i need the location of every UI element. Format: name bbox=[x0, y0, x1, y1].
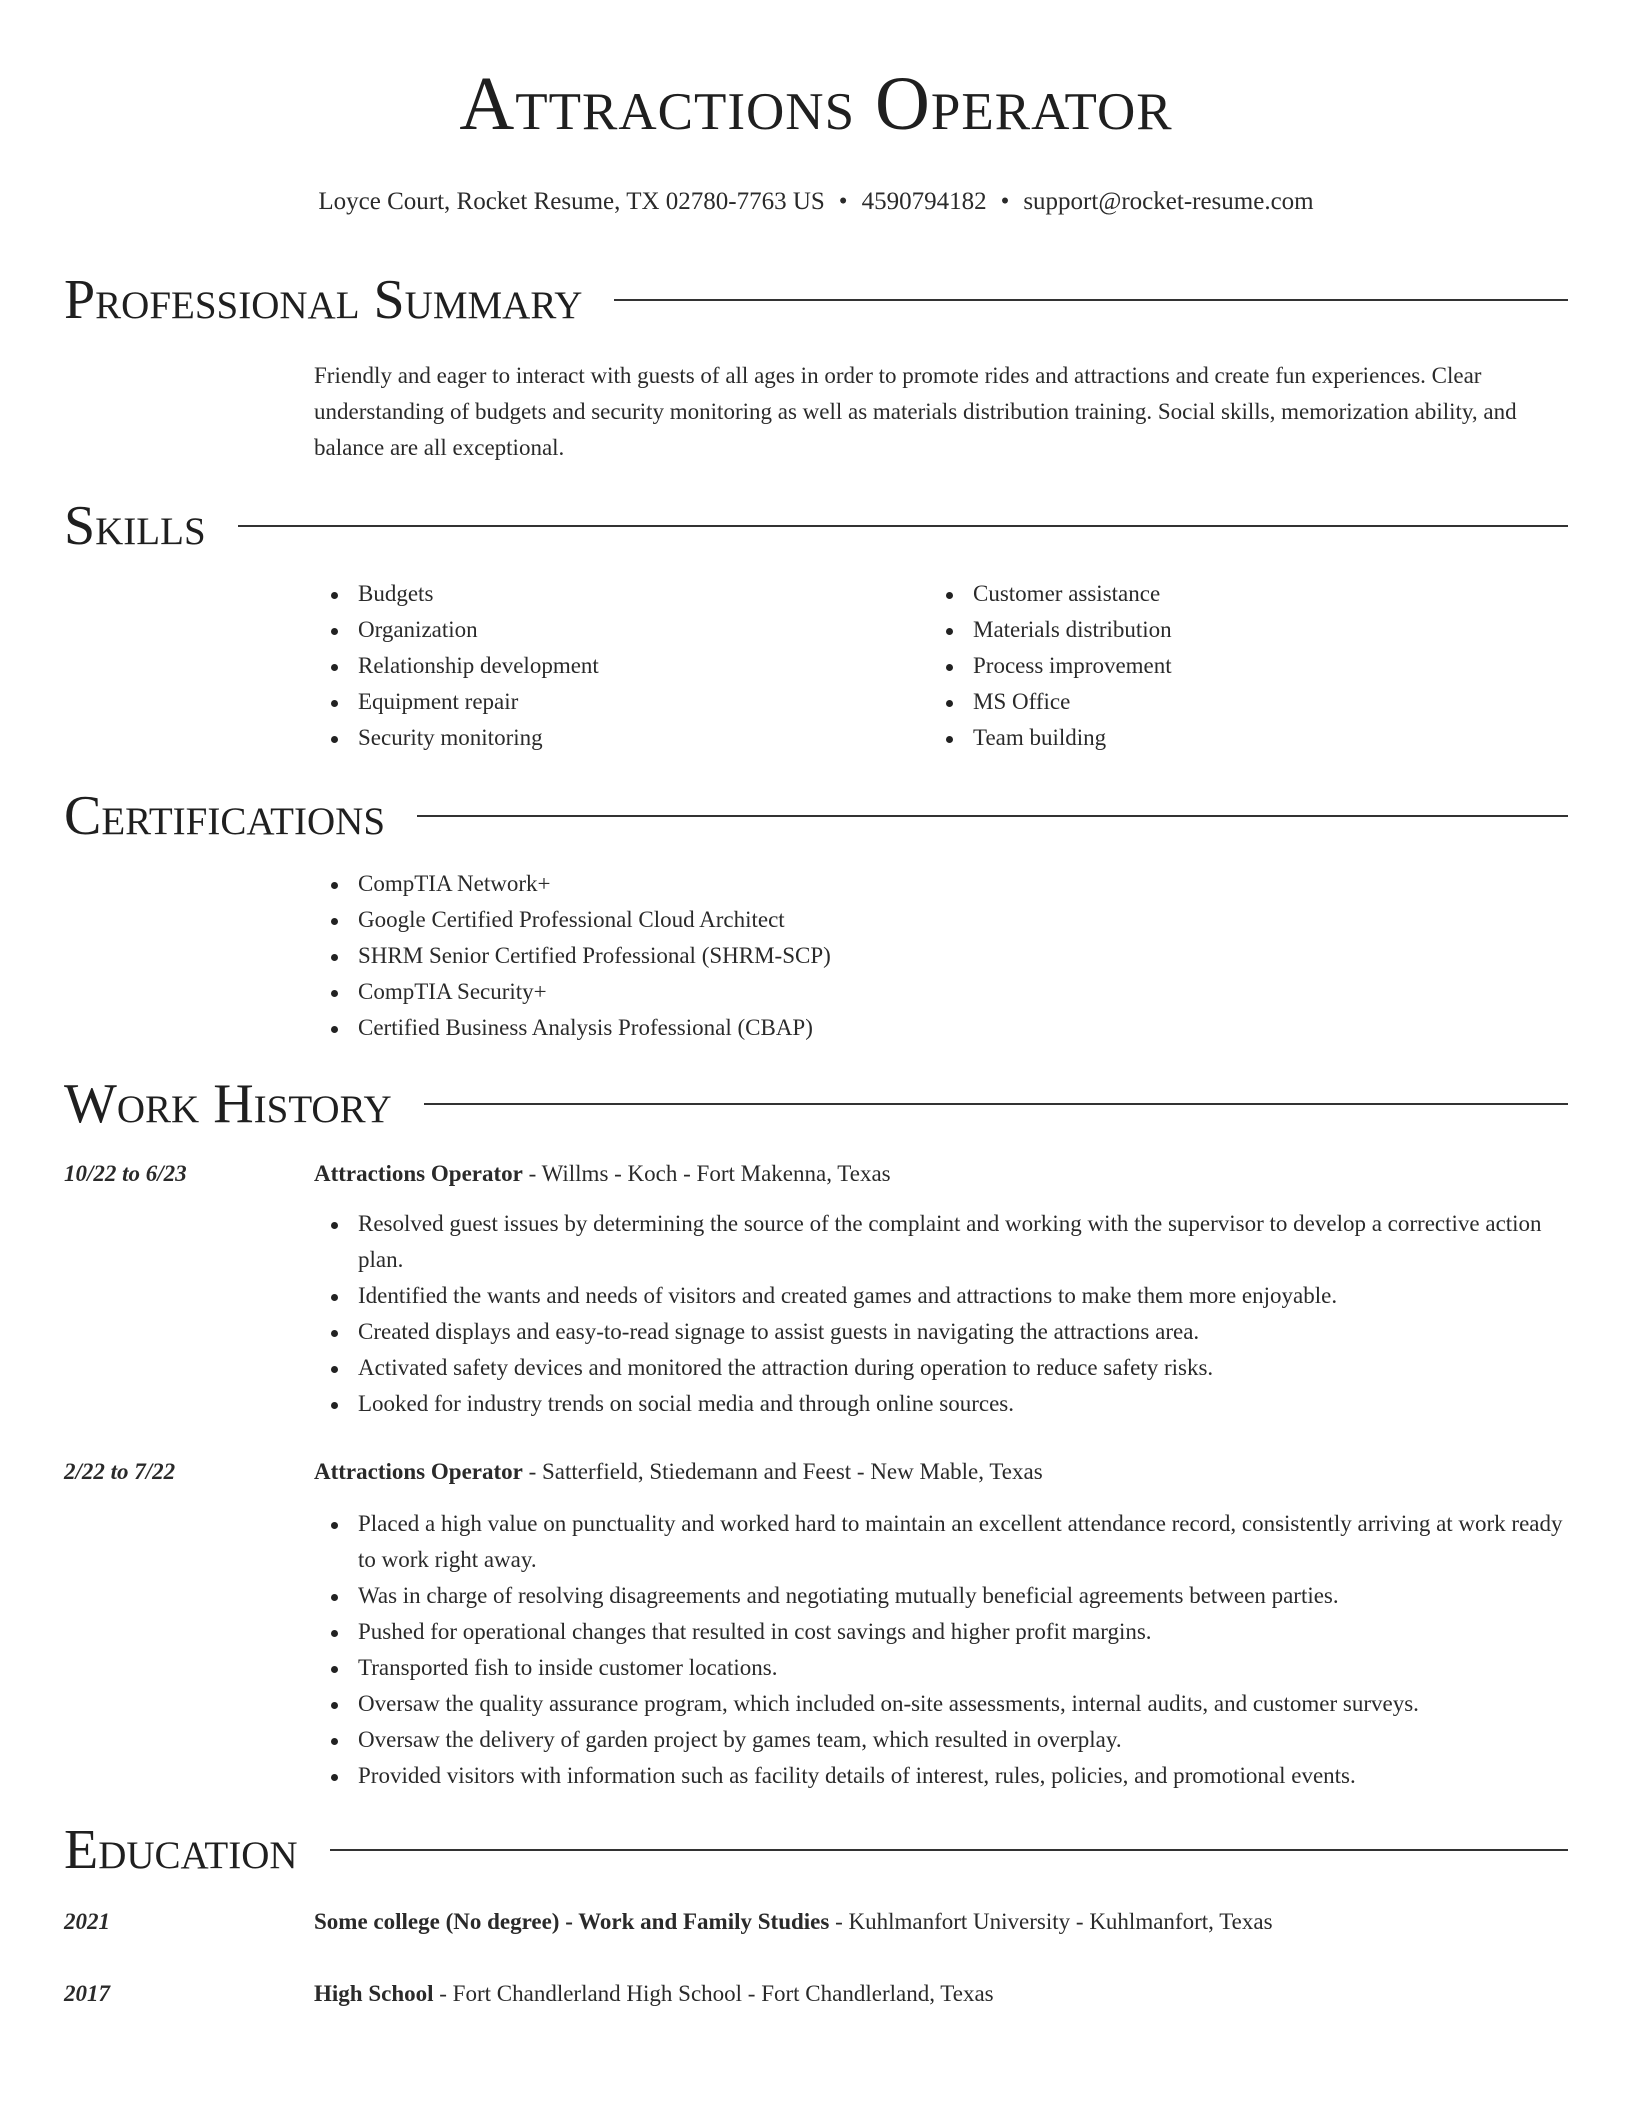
certifications-heading: Certifications bbox=[64, 785, 386, 847]
skills-heading: Skills bbox=[64, 495, 206, 557]
skill-item: MS Office bbox=[929, 684, 1544, 720]
job-duties bbox=[314, 1206, 1568, 1422]
skill-item: Security monitoring bbox=[314, 720, 929, 756]
education-detail bbox=[314, 1904, 1568, 1940]
skill-item: Process improvement bbox=[929, 648, 1544, 684]
job-bullet: Activated safety devices and monitored the attraction during operation to reduce safety risks. bbox=[314, 1350, 1568, 1386]
job-bullet: Provided visitors with information such as facility details of interest, rules, policies, and promotional events. bbox=[314, 1758, 1568, 1794]
contact-separator: • bbox=[1000, 188, 1010, 215]
skills-list-left bbox=[314, 576, 929, 756]
job-bullets bbox=[314, 1506, 1568, 1794]
job-bullet: Looked for industry trends on social media and through online sources. bbox=[314, 1386, 1568, 1422]
education-degree: High School bbox=[314, 1981, 434, 2006]
work-history-heading: Work History bbox=[64, 1073, 392, 1135]
skill-item: Team building bbox=[929, 720, 1544, 756]
certification-item: SHRM Senior Certified Professional (SHRM-SCP) bbox=[314, 938, 1568, 974]
skill-item: Materials distribution bbox=[929, 612, 1544, 648]
certifications-block bbox=[314, 866, 1568, 1046]
job-bullet: Oversaw the delivery of garden project by games team, which resulted in overplay. bbox=[314, 1722, 1568, 1758]
summary-section-header bbox=[64, 268, 1568, 332]
skill-item: Budgets bbox=[314, 576, 929, 612]
job-employer: - Willms - Koch - Fort Makenna, Texas bbox=[522, 1161, 891, 1186]
job-dates: 10/22 to 6/23 bbox=[64, 1161, 187, 1186]
contact-address: Loyce Court, Rocket Resume, TX 02780-7763 US bbox=[318, 188, 825, 215]
section-divider bbox=[330, 1849, 1568, 1851]
job-bullet: Identified the wants and needs of visitors and created games and attractions to make them more enjoyable. bbox=[314, 1278, 1568, 1314]
job-role bbox=[314, 1454, 1568, 1490]
certification-item: Certified Business Analysis Professional (CBAP) bbox=[314, 1010, 1568, 1046]
job-title: Attractions Operator bbox=[314, 1459, 523, 1484]
summary-text: Friendly and eager to interact with guests of all ages in order to promote rides and attractions and create fun experiences. Clear understanding of budgets and security monitoring as well as materials distribution training. Social skills, memorization ability, and balance are all exceptional. bbox=[314, 363, 1517, 460]
job-entry bbox=[64, 1156, 1568, 1422]
job-bullets bbox=[314, 1206, 1568, 1422]
job-bullet: Placed a high value on punctuality and worked hard to maintain an excellent attendance record, consistently arriving at work ready to work right away. bbox=[314, 1506, 1568, 1578]
section-divider bbox=[238, 525, 1568, 527]
education-year: 2021 bbox=[64, 1909, 110, 1934]
education-degree: Some college (No degree) - Work and Family Studies bbox=[314, 1909, 830, 1934]
skills-grid bbox=[314, 576, 1568, 756]
job-entry bbox=[64, 1454, 1568, 1794]
education-detail bbox=[314, 1976, 1568, 2012]
skill-item: Equipment repair bbox=[314, 684, 929, 720]
resume-title: Attractions Operator bbox=[459, 62, 1173, 146]
education-section-header bbox=[64, 1818, 1568, 1882]
job-bullet: Transported fish to inside customer locations. bbox=[314, 1650, 1568, 1686]
job-header bbox=[64, 1454, 1568, 1490]
contact-line bbox=[64, 186, 1568, 218]
skill-item: Customer assistance bbox=[929, 576, 1544, 612]
certification-item: Google Certified Professional Cloud Architect bbox=[314, 902, 1568, 938]
skills-section-header bbox=[64, 494, 1568, 558]
education-year: 2017 bbox=[64, 1981, 110, 2006]
certifications-section-header bbox=[64, 784, 1568, 848]
work-history-section-header bbox=[64, 1072, 1568, 1136]
certification-item: CompTIA Security+ bbox=[314, 974, 1568, 1010]
job-header bbox=[64, 1156, 1568, 1192]
job-role bbox=[314, 1156, 1568, 1192]
job-bullet: Pushed for operational changes that resulted in cost savings and higher profit margins. bbox=[314, 1614, 1568, 1650]
contact-email[interactable]: support@rocket-resume.com bbox=[1023, 188, 1314, 215]
job-duties bbox=[314, 1506, 1568, 1794]
section-divider bbox=[424, 1103, 1568, 1105]
skills-list-right bbox=[929, 576, 1544, 756]
contact-separator: • bbox=[838, 188, 848, 215]
summary-heading: Professional Summary bbox=[64, 269, 583, 331]
contact-phone: 4590794182 bbox=[861, 188, 987, 215]
education-school: - Kuhlmanfort University - Kuhlmanfort, Texas bbox=[829, 1909, 1273, 1934]
job-bullet: Oversaw the quality assurance program, which included on-site assessments, internal audits, and customer surveys. bbox=[314, 1686, 1568, 1722]
job-title: Attractions Operator bbox=[314, 1161, 523, 1186]
skill-item: Relationship development bbox=[314, 648, 929, 684]
job-bullet: Was in charge of resolving disagreements and negotiating mutually beneficial agreements between parties. bbox=[314, 1578, 1568, 1614]
job-bullet: Resolved guest issues by determining the source of the complaint and working with the supervisor to develop a corrective action plan. bbox=[314, 1206, 1568, 1278]
certification-item: CompTIA Network+ bbox=[314, 866, 1568, 902]
section-divider bbox=[614, 299, 1568, 301]
skill-item: Organization bbox=[314, 612, 929, 648]
job-dates: 2/22 to 7/22 bbox=[64, 1459, 176, 1484]
education-heading: Education bbox=[64, 1819, 298, 1881]
job-employer: - Satterfield, Stiedemann and Feest - New Mable, Texas bbox=[522, 1459, 1043, 1484]
section-divider bbox=[417, 815, 1568, 817]
education-entry bbox=[64, 1976, 1568, 2012]
certifications-list bbox=[314, 866, 1568, 1046]
education-entry bbox=[64, 1904, 1568, 1940]
education-school: - Fort Chandlerland High School - Fort Chandlerland, Texas bbox=[433, 1981, 994, 2006]
job-bullet: Created displays and easy-to-read signage to assist guests in navigating the attractions area. bbox=[314, 1314, 1568, 1350]
